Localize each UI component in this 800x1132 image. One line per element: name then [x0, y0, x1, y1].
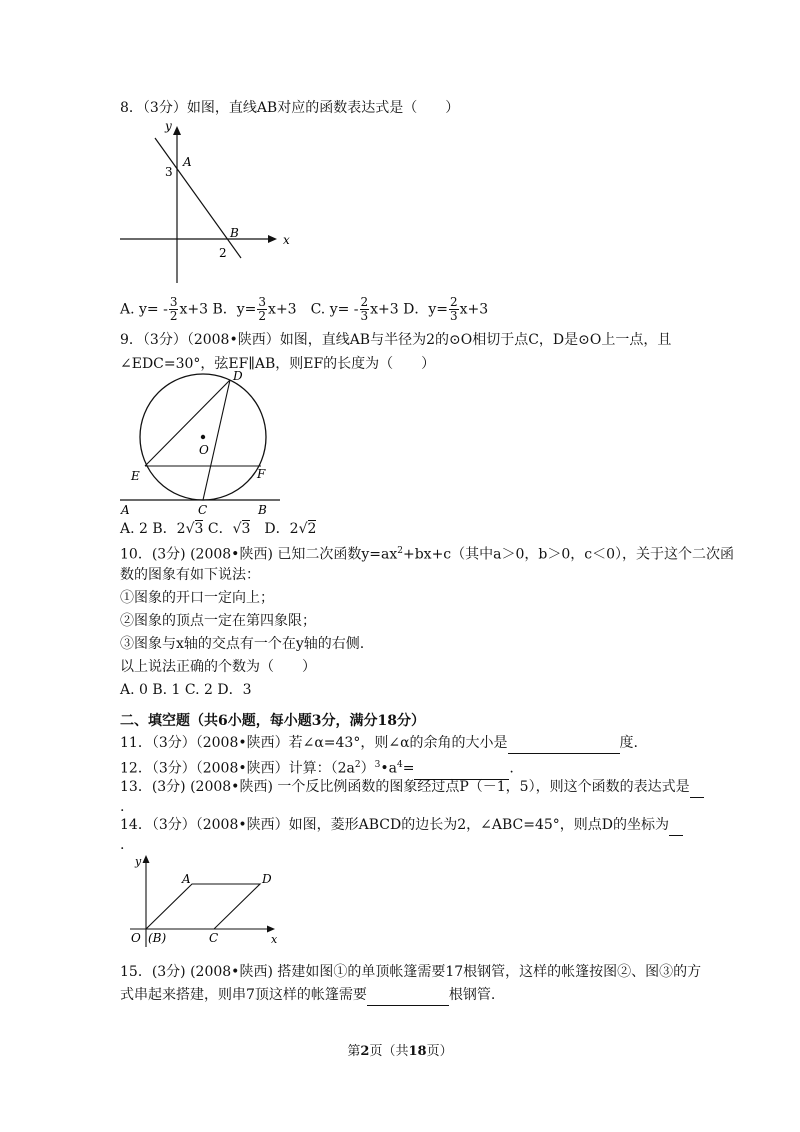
opt-b-suffix: x+3 C. y= -: [268, 301, 359, 318]
q15-line1: 15．(3分) (2008•陕西) 搭建如图①的单顶帐篷需要17根钢管，这样的帐篷按图②、图③的方: [120, 964, 702, 980]
q11: [120, 733, 638, 754]
q14-text: 14．（3分）（2008•陕西）如图，菱形ABCD的边长为2，∠ABC=45°，则点D的坐标为: [120, 817, 669, 833]
q10-stem-line1: [120, 541, 734, 565]
q11-text: 11．（3分）（2008•陕西）若∠α=43°，则∠α的余角的大小是: [120, 735, 508, 751]
q9-stem-line2: ∠EDC=30°，弦EF∥AB，则EF的长度为（ ）: [120, 356, 436, 372]
tick-3-label: 3: [165, 165, 173, 179]
segment-dc: [203, 380, 230, 500]
q10-options: A. 0 B. 1 C. 2 D．3: [120, 682, 252, 698]
y-axis-arrow-icon: [173, 126, 181, 135]
q9-circle-figure: [115, 370, 285, 518]
q12-text: 12．（3分）（2008•陕西）计算：（2a: [120, 760, 355, 777]
q15-line2-a: 式串起来搭建，则串7顶这样的帐篷需要: [120, 987, 367, 1003]
q14: [120, 815, 683, 836]
q9-opt-c-rad: 3: [241, 521, 251, 537]
point-a-label: A: [183, 155, 192, 169]
q13-text: 13．(3分) (2008•陕西) 一个反比例函数的图象经过点P（－1，5），则这个函数的表达式是: [120, 779, 690, 795]
frac-a: [169, 296, 179, 323]
y-axis-arrow-icon: [143, 855, 150, 863]
q15-line2-b: 根钢管.: [448, 987, 496, 1003]
label-a: A: [182, 872, 191, 886]
q15-line2: [120, 985, 495, 1006]
q9-opt-d-rad: 2: [307, 521, 317, 537]
label-b: (B): [148, 931, 167, 945]
q10-item2: ②图象的顶点一定在第四象限；: [120, 613, 316, 629]
q14-tail: .: [120, 837, 125, 853]
q12-suffix: .: [509, 760, 514, 777]
frac-a-num: 3: [169, 295, 178, 309]
center-dot: [201, 435, 205, 439]
q10-stem-sup: 2: [397, 546, 403, 556]
q12: [120, 755, 514, 780]
q9-opt-c: C．: [203, 521, 233, 537]
sqrt-icon: √: [232, 521, 242, 537]
q12-mid: ）: [360, 760, 375, 777]
frac-b: [257, 296, 267, 323]
q9-stem-line1: 9．（3分）（2008•陕西）如图，直线AB与半径为2的⊙O相切于点C，D是⊙O上一点，且: [120, 332, 672, 348]
x-axis-arrow-icon: [268, 235, 277, 243]
q8-line-graph: [115, 118, 295, 288]
q11-suffix: 度.: [619, 735, 638, 751]
frac-a-den: 2: [169, 309, 178, 323]
footer-prefix: 第: [347, 1044, 361, 1059]
x-label: x: [271, 933, 278, 946]
label-d: D: [262, 872, 272, 886]
label-c: C: [209, 931, 219, 945]
q10-item1: ①图象的开口一定向上；: [120, 590, 274, 606]
page-footer: [0, 1040, 800, 1059]
footer-mid: 页（共: [369, 1044, 409, 1059]
q10-stem-b: +bx+c（其中a＞0，b＞0，c＜0），关于这个二次函: [402, 546, 735, 563]
frac-c-den: 3: [360, 309, 369, 323]
frac-d-num: 2: [450, 295, 458, 309]
rhombus-abcd: [146, 884, 260, 929]
q9-opt-d-coef: 2: [289, 521, 299, 537]
y-label: y: [165, 119, 172, 133]
q10-item3: ③图象与x轴的交点有一个在y轴的右侧.: [120, 636, 365, 652]
label-e: E: [131, 469, 140, 483]
frac-d-den: 3: [450, 309, 458, 323]
q12-eq: =: [402, 760, 415, 777]
frac-c: [360, 296, 370, 323]
frac-c-num: 2: [360, 295, 369, 309]
y-label: y: [135, 855, 142, 868]
q13: [120, 777, 704, 798]
q9-opt-a: A. 2 B．: [120, 521, 177, 537]
footer-suffix: 页）: [426, 1044, 453, 1059]
q13-tail: .: [120, 799, 125, 815]
q8-stem: 8．（3分）如图，直线AB对应的函数表达式是（ ）: [120, 100, 460, 116]
label-o: O: [131, 931, 141, 945]
q9-options: [120, 519, 316, 539]
label-d: D: [233, 370, 243, 383]
q15-blank[interactable]: [367, 985, 449, 1006]
label-o: O: [199, 443, 209, 457]
q10-stem-line2: 数的图象有如下说法：: [120, 567, 260, 583]
frac-d: [449, 296, 459, 323]
opt-d-suffix: x+3: [459, 301, 489, 318]
footer-page-number: 2: [360, 1044, 370, 1059]
q12-sup3: 4: [396, 760, 403, 770]
frac-b-num: 3: [258, 295, 267, 309]
q8-options: [120, 296, 488, 323]
q10-stem-a: 10．(3分) (2008•陕西) 已知二次函数y=ax: [120, 546, 398, 563]
q9-opt-d: D．: [250, 521, 290, 537]
q9-opt-b-coef: 2: [176, 521, 186, 537]
x-axis-arrow-icon: [267, 926, 275, 933]
label-b: B: [258, 503, 267, 517]
opt-a-prefix: A. y= -: [120, 301, 168, 318]
footer-total-pages: 18: [408, 1044, 427, 1059]
q10-question: 以上说法正确的个数为（ ）: [120, 659, 316, 675]
sqrt-icon: √: [298, 521, 308, 537]
label-a: A: [121, 503, 130, 517]
opt-c-suffix: x+3 D．y=: [370, 301, 449, 318]
q9-opt-b-rad: 3: [194, 521, 204, 537]
sqrt-icon: √: [185, 521, 195, 537]
x-label: x: [283, 233, 290, 247]
point-b-label: B: [230, 226, 239, 240]
line-ab: [155, 138, 241, 258]
opt-a-suffix: x+3 B．y=: [179, 301, 257, 318]
q12-mid2: •a: [380, 760, 397, 777]
q14-blank[interactable]: [669, 815, 683, 836]
q12-sup1: 2: [354, 760, 361, 770]
label-f: F: [257, 467, 266, 481]
label-c: C: [198, 503, 208, 517]
q12-sup2: 3: [374, 760, 381, 770]
q14-rhombus-figure: [125, 852, 295, 952]
section-2-title: 二、填空题（共6小题，每小题3分，满分18分）: [120, 713, 425, 729]
q13-blank[interactable]: [690, 777, 704, 798]
tick-2-label: 2: [219, 246, 227, 260]
frac-b-den: 2: [258, 309, 267, 323]
q11-blank[interactable]: [508, 733, 620, 754]
